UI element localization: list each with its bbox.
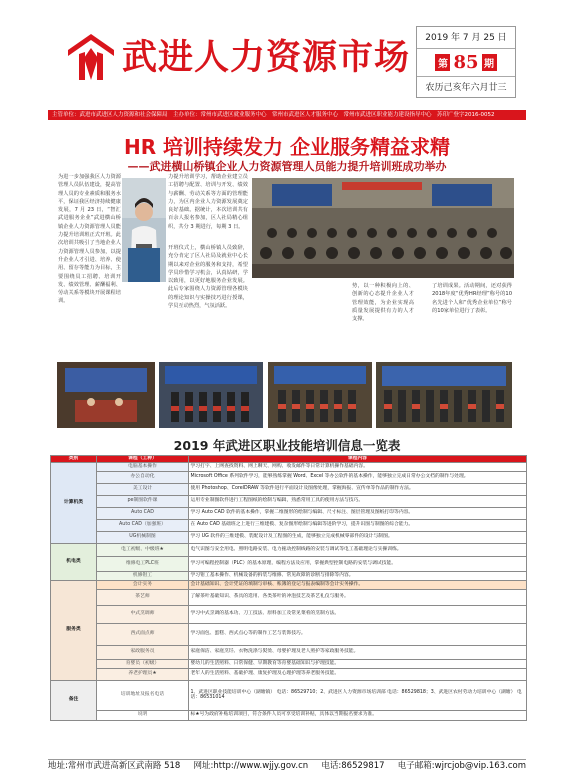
table-row bbox=[51, 483, 527, 495]
course-cell: Auto CAD bbox=[97, 507, 189, 519]
logo-icon bbox=[62, 28, 120, 86]
footer-email[interactable]: 电子邮箱:wjrcjob@vip.163.com bbox=[397, 761, 526, 771]
table-row bbox=[51, 645, 527, 659]
content-cell: 学习 Auto CAD 软件的基本操作，掌握二维图形的绘制与编辑、尺寸标注、图层管理及图纸打印等内容。 bbox=[189, 507, 527, 519]
speaker-photo bbox=[122, 178, 166, 282]
page-footer bbox=[48, 759, 526, 771]
course-cell: 机修钳工 bbox=[97, 571, 189, 580]
newspaper-title: 武进人力资源市场 bbox=[122, 37, 411, 78]
table-row bbox=[51, 556, 527, 571]
ceremony-photo-4 bbox=[376, 362, 512, 428]
table-row bbox=[51, 571, 527, 580]
course-cell: 办公自动化 bbox=[97, 471, 189, 483]
table-row bbox=[51, 659, 527, 668]
table-row bbox=[51, 471, 527, 483]
ceremony-photo-2 bbox=[159, 362, 263, 428]
table-row bbox=[51, 668, 527, 680]
category-cell: 机电类 bbox=[51, 543, 97, 580]
article-column-2b: 开班仪式上，横山桥镇人员致辞，充分肯定了区人社局及就业中心长期以来对企业的服务和支持，希望学员珍惜学习机会，认真钻研，学以致用，以更好地服务企业发展。此后专家围绕人力资源管理各模块的理论知识与实操技巧进行授课，学员互动热烈，气氛活跃。 bbox=[168, 245, 248, 310]
training-info-table bbox=[50, 455, 527, 721]
header-course: 课程（工种） bbox=[97, 456, 189, 463]
table-row bbox=[51, 710, 527, 720]
issue-prefix: 第 bbox=[435, 54, 450, 71]
table-row bbox=[51, 589, 527, 605]
course-cell: 维修电工PLC班 bbox=[97, 556, 189, 571]
course-cell: 会计实务 bbox=[97, 580, 189, 589]
table-row bbox=[51, 462, 527, 471]
issue-suffix: 期 bbox=[482, 54, 497, 71]
course-cell: 家政服务员 bbox=[97, 645, 189, 659]
article-column-1: 为进一步加强我区人力资源管理人员队伍建设，提高管理人员的专业素质和服务水平，保证我区经济持续健康发展，7 月 23 日，“智汇武进服务企业”武进横山桥镇企业人力资源管理人员能力提升培训班正式开班。此次培训共吸引了当地企业人力资源管理人员参加，以提升企业人才引进、培养、使用、留存等能力为目标，主要围绕员工招聘、培训开发、绩效管理、薪酬福利、劳动关系等模块开展课程培训。 bbox=[58, 174, 121, 305]
article-column-2: 力提升培训学习，帮助企业建立员工招聘与配置、培训与开发、绩效与薪酬、劳动关系等方面的管理能力，为区内企业人力资源发展奠定良好基础。据统计，本次培训共有百余人报名参加，区人社局精心组织，共分 3 期进行，每期 3 日。 bbox=[168, 174, 248, 230]
course-cell: UG机械制图 bbox=[97, 531, 189, 543]
course-cell: 电工初级、中级班★ bbox=[97, 543, 189, 556]
content-cell: 标★号为政府补贴培训项目，符合条件人员可享受培训补贴，具体以当期报名要求为准。 bbox=[189, 710, 527, 720]
issue-number-row bbox=[417, 49, 515, 77]
content-cell: 1、武进区职业技能培训中心（湖塘镇） 电话：86529710；2、武进区人力资源市场培训部 电话：86529818；3、武进区农村劳动力培训中心（湖塘） 电话：86531014 bbox=[189, 680, 527, 710]
course-cell: 培训地址及报名电话 bbox=[97, 680, 189, 710]
table-row bbox=[51, 623, 527, 645]
table-row bbox=[51, 519, 527, 531]
course-cell: 育婴员（初级） bbox=[97, 659, 189, 668]
table-header-row bbox=[51, 456, 527, 463]
ceremony-photo-1 bbox=[57, 362, 155, 428]
content-cell: 学习可编程控制器（PLC）的基本原理、编程方法及应用，掌握典型控制电路的安装与调试技能。 bbox=[189, 556, 527, 571]
course-cell: 说明 bbox=[97, 710, 189, 720]
content-cell: 会计基础知识、会计凭证的填制与审核、账簿的登记与报表编制等会计实务操作。 bbox=[189, 580, 527, 589]
issue-date: 2019 年 7 月 25 日 bbox=[417, 27, 515, 49]
content-cell: 学习面包、蛋糕、西式点心等的制作工艺与装饰技巧。 bbox=[189, 623, 527, 645]
table-row bbox=[51, 495, 527, 507]
course-cell: 中式烹调师 bbox=[97, 605, 189, 623]
table-row bbox=[51, 680, 527, 710]
content-cell: 家庭保洁、家庭烹饪、衣物洗涤与熨烫、母婴护理及老人照护等家政服务技能。 bbox=[189, 645, 527, 659]
content-cell: 老年人的生活照料、基础护理、康复护理及心理护理等养老服务技能。 bbox=[189, 668, 527, 680]
content-cell: Microsoft Office 系列软件学习，能够熟练掌握 Word、Excel 等办公软件的基本操作，能够独立完成日常办公文档的制作与处理。 bbox=[189, 471, 527, 483]
course-cell: 电脑基本操作 bbox=[97, 462, 189, 471]
table-row bbox=[51, 605, 527, 623]
category-cell: 备注 bbox=[51, 680, 97, 720]
table-row bbox=[51, 543, 527, 556]
article-column-4: 了培训成果。活动期间，还对获得2018年度“优秀HR经理”称号的10名先进个人和“优秀企业单位”称号的10家单位进行了表彰。 bbox=[432, 283, 512, 314]
content-cell: 电气识图与安全用电、照明电路安装、电力拖动控制线路的安装与调试等电工基础理论与实操训练。 bbox=[189, 543, 527, 556]
issue-number: 85 bbox=[453, 52, 479, 73]
article-column-3: 势，以一种积极向上的、创新的心态提升企业人才管理效能，为企业实现高质量发展提供有力的人才支撑。 bbox=[352, 283, 414, 323]
content-cell: 学习钳工基本操作、机械设备的拆装与维修、常见故障的诊断与排除等内容。 bbox=[189, 571, 527, 580]
content-cell: 运用专业制图软件进行工程图纸的绘制与编辑，熟悉常用工具的使用方法与技巧。 bbox=[189, 495, 527, 507]
footer-website[interactable]: 网址:http://www.wjjy.gov.cn bbox=[193, 761, 309, 771]
header-content: 课程内容 bbox=[189, 456, 527, 463]
footer-address: 地址:常州市武进高新区武南路 518 bbox=[48, 761, 181, 771]
content-cell: 在 Auto CAD 基础班之上进行三维建模、复杂图形绘制与编辑等进阶学习，提升识图与制图的综合能力。 bbox=[189, 519, 527, 531]
content-cell: 学习打字、上网查找资料、网上聊天、网购、收发邮件等日常计算机操作基础内容。 bbox=[189, 462, 527, 471]
lunar-date: 农历己亥年六月廿三 bbox=[425, 83, 507, 93]
table-row bbox=[51, 580, 527, 589]
course-cell: 美工设计 bbox=[97, 483, 189, 495]
course-cell: 西式面点师 bbox=[97, 623, 189, 645]
category-cell: 计算机类 bbox=[51, 462, 97, 543]
course-cell: 茶艺师 bbox=[97, 589, 189, 605]
publisher-bar: 主管单位：武进市武进区人力资源和社会保障局 主办单位：常州市武进区就业服务中心 常州市武进区人才服务中心 常州市武进区职业能力建设指导中心 苏印广登字2016-0052 bbox=[48, 110, 526, 120]
training-hall-photo bbox=[252, 178, 514, 278]
content-cell: 学习 UG 软件的三维建模、装配设计及工程图的生成，能够独立完成机械零部件的设计与制图。 bbox=[189, 531, 527, 543]
table-title: 2019 年武进区职业技能培训信息一览表 bbox=[173, 438, 401, 453]
table-row bbox=[51, 531, 527, 543]
table-row bbox=[51, 507, 527, 519]
article-subhead: ——武进横山桥镇企业人力资源管理人员能力提升培训班成功举办 bbox=[127, 160, 447, 173]
footer-phone: 电话:86529817 bbox=[321, 761, 385, 771]
course-cell: pe制图软件课 bbox=[97, 495, 189, 507]
content-cell: 了解茶叶基础知识、茶具的选用、各类茶叶的冲泡技艺及茶艺礼仪与服务。 bbox=[189, 589, 527, 605]
article-headline: HR 培训持续发力 企业服务精益求精 bbox=[123, 135, 451, 159]
course-cell: 养老护理员★ bbox=[97, 668, 189, 680]
content-cell: 学习中式烹调的基本功、刀工技法、原料加工及常见菜肴的烹制方法。 bbox=[189, 605, 527, 623]
issue-box bbox=[416, 26, 516, 98]
content-cell: 使用 Photoshop、CorelDRAW 等软件进行平面设计及图像处理，掌握海报、宣传单等作品的制作方法。 bbox=[189, 483, 527, 495]
course-cell: Auto CAD（加强班） bbox=[97, 519, 189, 531]
ceremony-photo-3 bbox=[268, 362, 372, 428]
content-cell: 婴幼儿的生活照料、日常保健、早期教育等育婴基础知识与护理技能。 bbox=[189, 659, 527, 668]
masthead bbox=[0, 0, 564, 108]
header-category: 类别 bbox=[51, 456, 97, 463]
category-cell: 服务类 bbox=[51, 580, 97, 680]
